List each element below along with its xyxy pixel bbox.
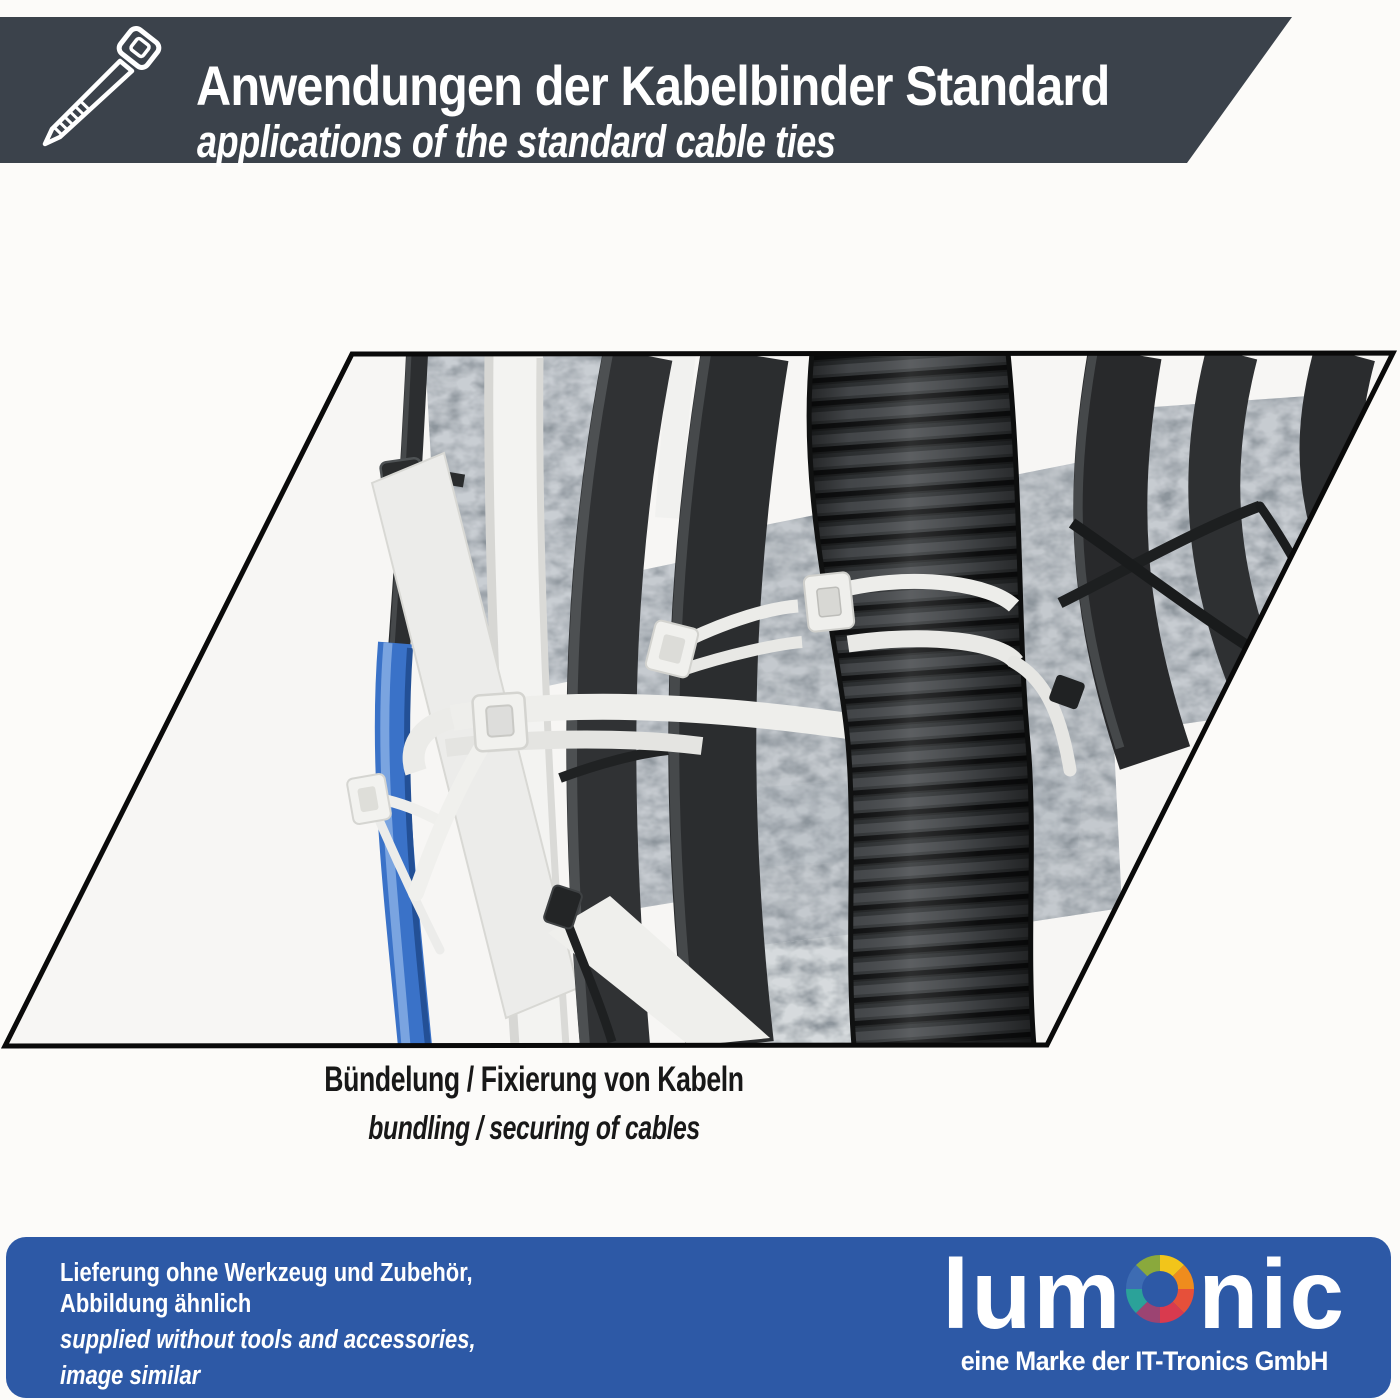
brand-logo [942,1239,1346,1377]
cables-photo [0,348,1400,1052]
white-cable [668,353,683,518]
cable-tie-icon [36,25,176,157]
footer-bar [6,1237,1391,1398]
note-line: Abbildung ähnlich [60,1290,252,1318]
header-title: Anwendungen der Kabelbinder Standard [196,54,1110,117]
note-line: Lieferung ohne Werkzeug und Zubehör, [60,1259,473,1287]
logo-text-suffix: nic [1198,1239,1346,1349]
note-line: image similar [60,1362,201,1390]
note-line: supplied without tools and accessories, [60,1326,476,1354]
footer-notes [60,1258,476,1392]
header-subtitle: applications of the standard cable ties [197,116,836,167]
header-banner [0,17,1400,167]
caption-english: bundling / securing of cables [368,1109,700,1146]
logo-o-ring-icon [1125,1254,1195,1324]
caption-german: Bündelung / Fixierung von Kabeln [324,1060,744,1099]
logo-text-prefix: lum [942,1239,1123,1349]
logo-tagline: eine Marke der IT-Tronics GmbH [960,1346,1328,1376]
photo-caption [0,1060,1068,1147]
logo-wordmark [942,1239,1346,1349]
